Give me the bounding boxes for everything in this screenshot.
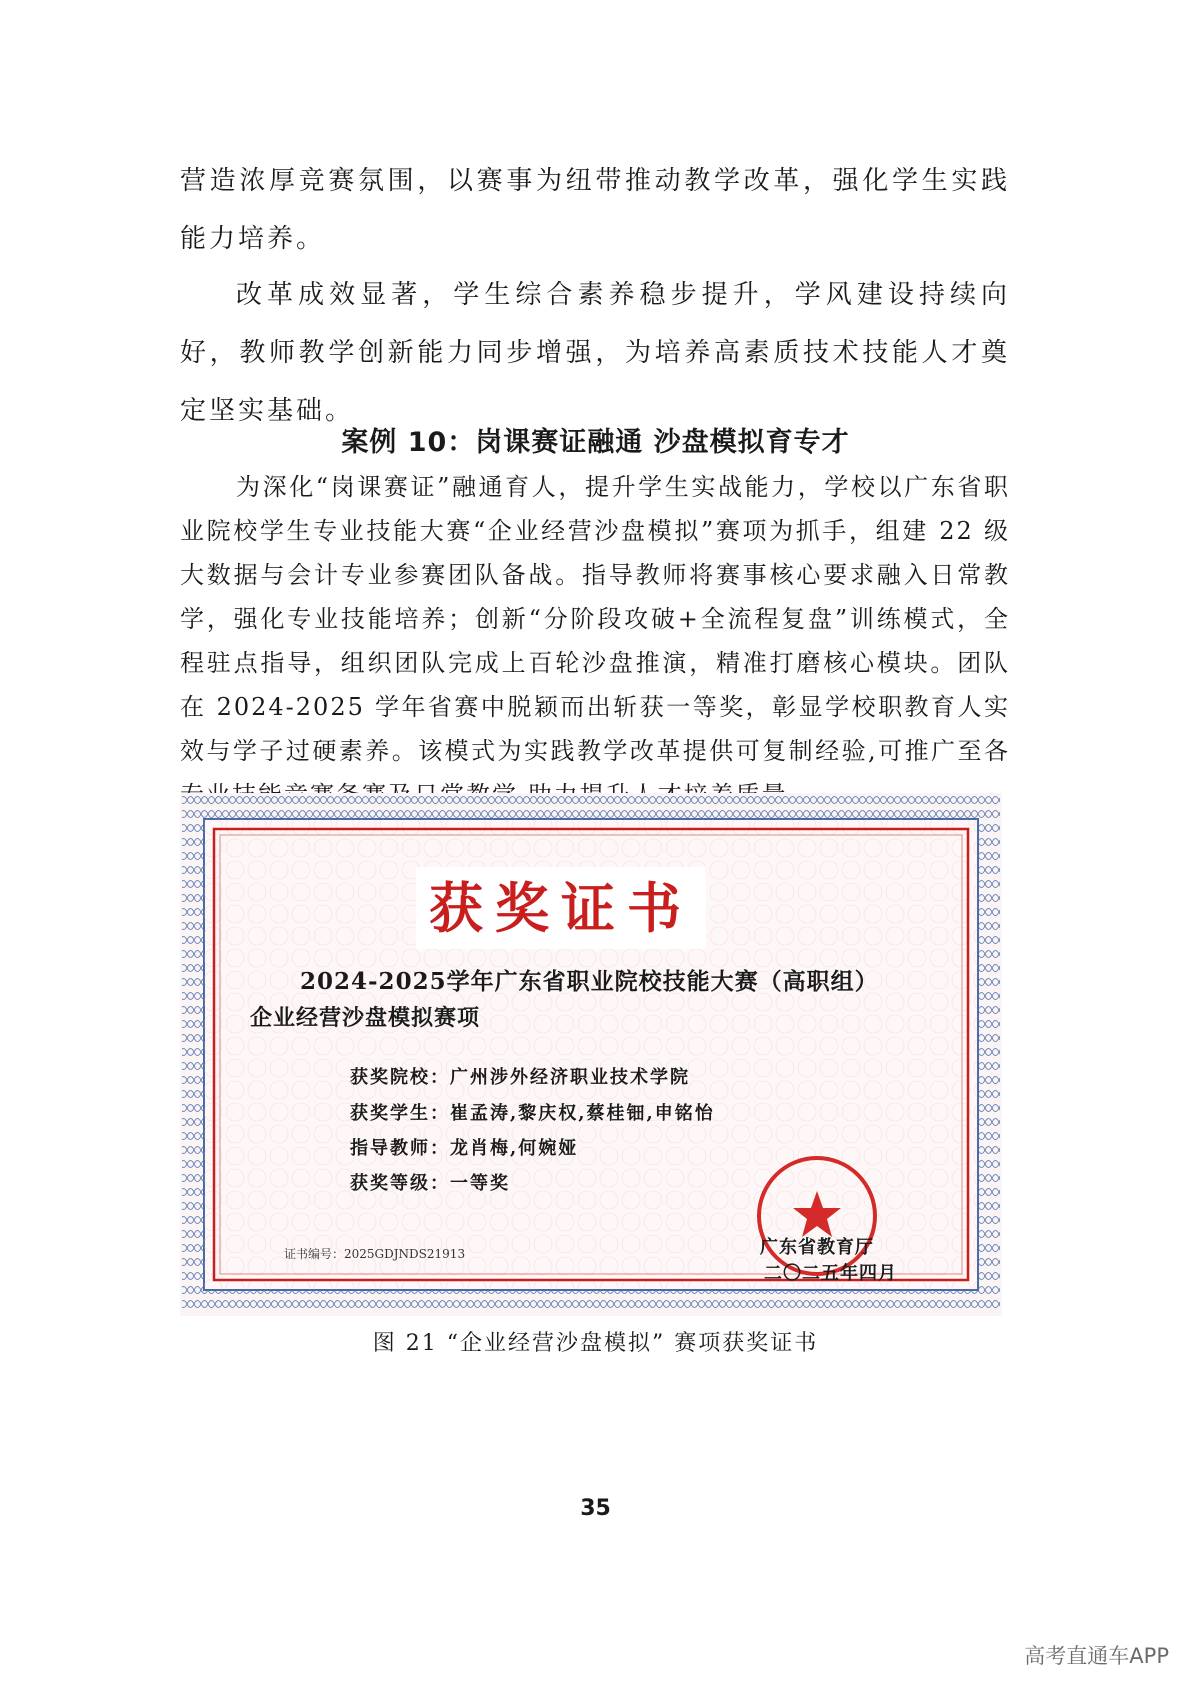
certificate-competition: 2024-2025学年广东省职业院校技能大赛（高职组） xyxy=(300,968,879,995)
body-paragraph-1: 营造浓厚竞赛氛围，以赛事为纽带推动教学改革，强化学生实践能力培养。 xyxy=(180,166,1010,254)
award-certificate-image xyxy=(180,793,1002,1316)
certificate-teachers: 指导教师：龙肖梅,何婉娅 xyxy=(350,1138,579,1159)
case-heading: 案例 10：岗课赛证融通 沙盘模拟育专才 xyxy=(341,427,850,458)
certificate-school: 获奖院校：广州涉外经济职业技术学院 xyxy=(350,1067,690,1088)
certificate-issuer: 广东省教育厅 xyxy=(760,1237,874,1258)
page-number: 35 xyxy=(580,1496,611,1521)
watermark-text: 高考直通车APP xyxy=(1024,1644,1169,1668)
certificate-number: 证书编号：2025GDJNDS21913 xyxy=(284,1247,466,1261)
certificate-level: 获奖等级：一等奖 xyxy=(350,1173,510,1194)
figure-caption: 图 21 “企业经营沙盘模拟” 赛项获奖证书 xyxy=(372,1331,819,1356)
body-paragraph-2: 改革成效显著，学生综合素养稳步提升，学风建设持续向好，教师教学创新能力同步增强，为培养高素质技术技能人才奠定坚实基础。 xyxy=(180,280,1010,426)
body-paragraph-3: 为深化“岗课赛证”融通育人，提升学生实战能力，学校以广东省职业院校学生专业技能大赛“企业经营沙盘模拟”赛项为抓手，组建 22 级大数据与会计专业参赛团队备战。指导教师将赛事核心要求融入日常教学，强化专业技能培养；创新“分阶段攻破+全流程复盘”训练模式，全程驻点指导，组织团队完成上百轮沙盘推演，精准打磨核心模块。团队在 2024-2025 学年省赛中脱颖而出斩获一等奖，彰显学校职教育人实效与学子过硬素养。该模式为实践教学改革提供可复制经验,可推广至各 xyxy=(180,473,1010,765)
certificate-event: 企业经营沙盘模拟赛项 xyxy=(250,1005,481,1031)
certificate-date: 二〇二五年四月 xyxy=(764,1263,897,1284)
certificate-title: 获奖证书 xyxy=(416,867,706,949)
certificate-students: 获奖学生：崔孟涛,黎庆权,蔡桂钿,申铭怡 xyxy=(350,1103,715,1124)
